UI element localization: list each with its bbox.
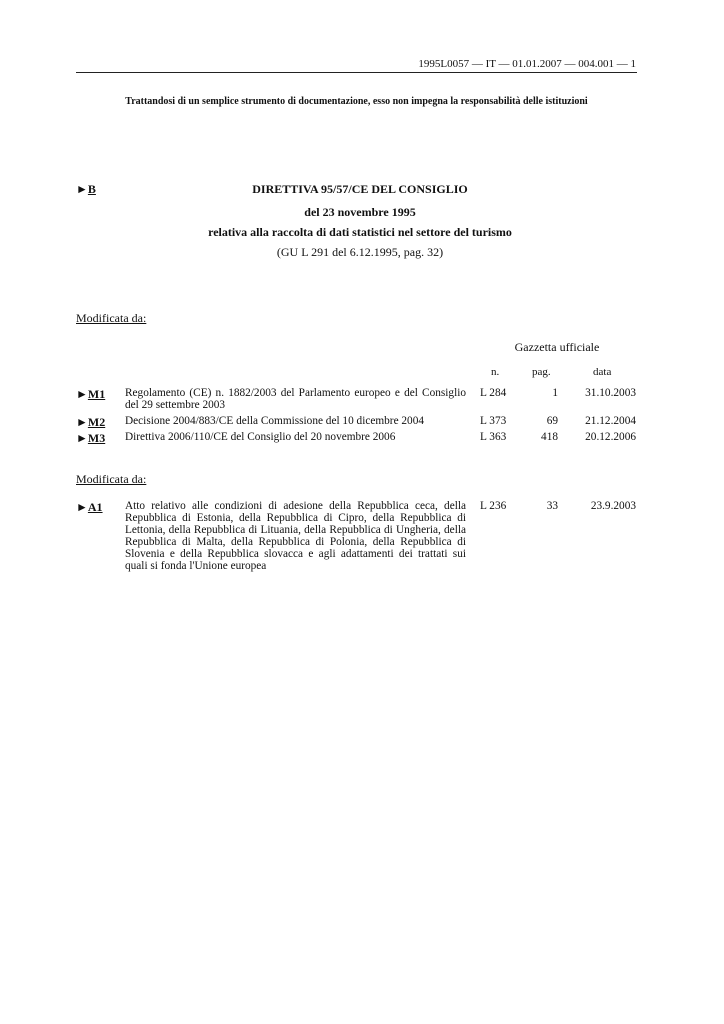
amended-by-label: Modificata da: <box>76 311 147 325</box>
arrow-icon: ► <box>76 500 88 514</box>
arrow-icon: ► <box>76 182 88 196</box>
oj-page: 418 <box>541 431 558 443</box>
amended-by-label-2: Modificata da: <box>76 472 147 486</box>
oj-number: L 236 <box>480 500 507 512</box>
marker-code: A1 <box>87 500 103 514</box>
oj-date: 21.12.2004 <box>585 415 636 427</box>
oj-date: 23.9.2003 <box>590 500 636 512</box>
arrow-icon: ► <box>76 415 88 429</box>
oj-number: L 373 <box>480 415 507 427</box>
arrow-icon: ► <box>76 387 88 401</box>
oj-number: L 363 <box>480 431 507 443</box>
marker-code: B <box>87 182 96 196</box>
disclaimer: Trattandosi di un semplice strumento di documentazione, esso non impegna la responsabilità delle istituzioni <box>125 96 588 107</box>
column-header-n: n. <box>491 366 500 378</box>
amendment-description: Direttiva 2006/110/CE del Consiglio del 20 novembre 2006 <box>125 431 396 443</box>
document-reference: 1995L0057 — IT — 01.01.2007 — 004.001 — 1 <box>418 58 636 70</box>
oj-date: 20.12.2006 <box>585 431 636 443</box>
marker-code: M3 <box>87 431 106 445</box>
oj-page: 69 <box>546 415 558 427</box>
document-subject: relativa alla raccolta di dati statistici nel settore del turismo <box>208 225 512 239</box>
document-title: DIRETTIVA 95/57/CE DEL CONSIGLIO <box>252 182 468 196</box>
marker-code: M2 <box>87 415 106 429</box>
oj-page: 33 <box>546 500 558 512</box>
oj-number: L 284 <box>480 387 507 399</box>
base-act-marker[interactable] <box>76 182 96 197</box>
column-header-pag: pag. <box>532 366 551 378</box>
arrow-icon: ► <box>76 431 88 445</box>
header-divider <box>76 72 637 73</box>
amendment-marker-m3[interactable] <box>76 431 105 446</box>
oj-page: 1 <box>552 387 558 399</box>
amendment-description: Decisione 2004/883/CE della Commissione del 10 dicembre 2004 <box>125 415 425 427</box>
accession-description: Atto relativo alle condizioni di adesione della Repubblica ceca, della Repubblica di Estonia, della Repubblica di Cipro, della Repubblica di Lettonia, della Repubblica di Lituania, della Repubblica di Ungheria, della Repubblica di Malta, della Repubblica di Polonia, della Repubblica di Slovenia e della Repubblica slovacca e agli adattamenti dei trattati sui quali si fonda l'Unione europea <box>125 500 466 572</box>
amendment-marker-m2[interactable] <box>76 415 105 430</box>
amendment-description: Regolamento (CE) n. 1882/2003 del Parlamento europeo e del Consiglio del 29 settembre 2003 <box>125 387 466 411</box>
document-date: del 23 novembre 1995 <box>304 205 416 219</box>
gazette-header: Gazzetta ufficiale <box>514 340 600 354</box>
oj-date: 31.10.2003 <box>585 387 636 399</box>
accession-marker-a1[interactable] <box>76 500 103 515</box>
amendment-marker-m1[interactable] <box>76 387 105 402</box>
official-journal-ref: (GU L 291 del 6.12.1995, pag. 32) <box>276 245 444 259</box>
column-header-data: data <box>593 366 612 378</box>
marker-code: M1 <box>87 387 106 401</box>
